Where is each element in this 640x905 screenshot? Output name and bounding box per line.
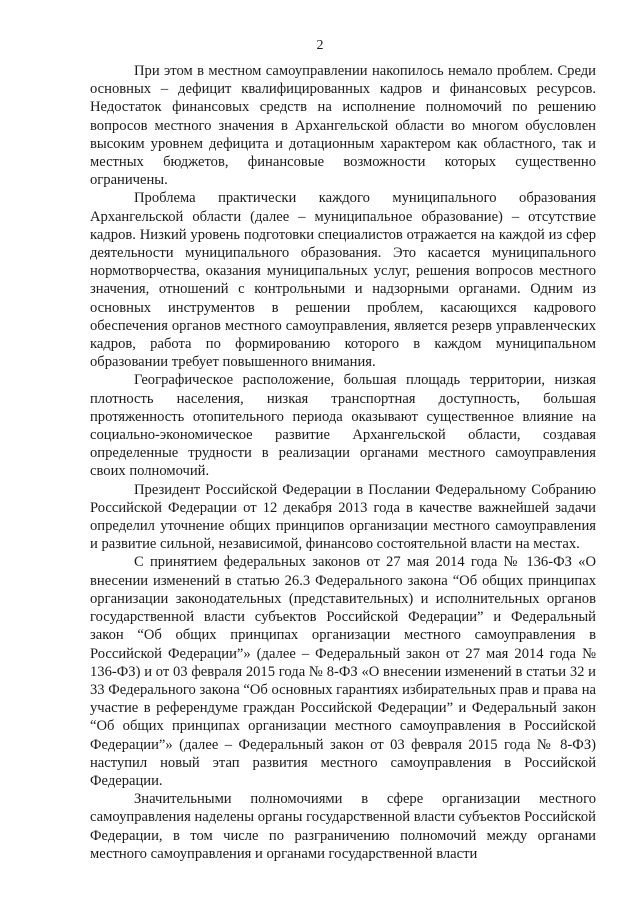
paragraph: При этом в местном самоуправлении накопилось немало проблем. Среди основных – дефицит квалифицированных кадров и финансовых ресурсов. Недостаток финансовых средств на исполнение полномочий по решению вопросов местного значения в Архангельской области во многом обусловлен высоким уровнем дефицита и дотационным характером как областного, так и местных бюджетов, финансовые возможности которых существенно ограничены. [90, 63, 596, 189]
paragraph: Географическое расположение, большая площадь территории, низкая плотность населения, низкая транспортная доступность, большая протяженность отопительного периода оказывают существенное влияние на социально-экономическое развитие Архангельской области, создавая определенные трудности в реализации органами местного самоуправления своих полномочий. [90, 372, 596, 480]
paragraph: Президент Российской Федерации в Послании Федеральному Собранию Российской Федерации от 12 декабря 2013 года в качестве важнейшей задачи определил уточнение общих принципов организации местного самоуправления и развитие сильной, независимой, финансово состоятельной власти на местах. [90, 481, 596, 553]
document-body [90, 62, 596, 863]
paragraph: С принятием федеральных законов от 27 мая 2014 года № 136-ФЗ «О внесении изменений в статью 26.3 Федерального закона “Об общих принципах организации законодательных (представительных) и исполнительных органов государственной власти субъектов Российской Федерации” и Федеральный закон “Об общих принципах организации местного самоуправления в Российской Федерации”» (далее – Федеральный закон от 27 мая 2014 года № 136-ФЗ) и от 03 февраля 2015 года № 8-ФЗ «О внесении изменений в статьи 32 и 33 Федерального закона “Об основных гарантиях избирательных прав и права на участие в референдуме граждан Российской Федерации” и Федеральный закон “Об общих принципах организации местного самоуправления в Российской Федерации”» (далее – Федеральный закон от 03 февраля 2015 года № 8-ФЗ) наступил новый этап развития местного самоуправления в Российской Федерации. [90, 554, 596, 789]
paragraph: Значительными полномочиями в сфере организации местного самоуправления наделены органы государственной власти субъектов Российской Федерации, в том числе по разграничению полномочий между органами местного самоуправления и органами государственной власти [90, 791, 596, 862]
page-number: 2 [316, 38, 324, 53]
paragraph: Проблема практически каждого муниципального образования Архангельской области (далее – муниципальное образование) – отсутствие кадров. Низкий уровень подготовки специалистов отражается на каждой из сфер деятельности муниципального образования. Это касается муниципального нормотворчества, оказания муниципальных услуг, решения вопросов местного значения, отношений с контрольными и надзорными органами. Одним из основных инструментов в решении проблем, касающихся кадрового обеспечения органов местного самоуправления, является резерв управленческих кадров, работа по формированию которого в каждом муниципальном образовании требует повышенного внимания. [90, 190, 596, 371]
